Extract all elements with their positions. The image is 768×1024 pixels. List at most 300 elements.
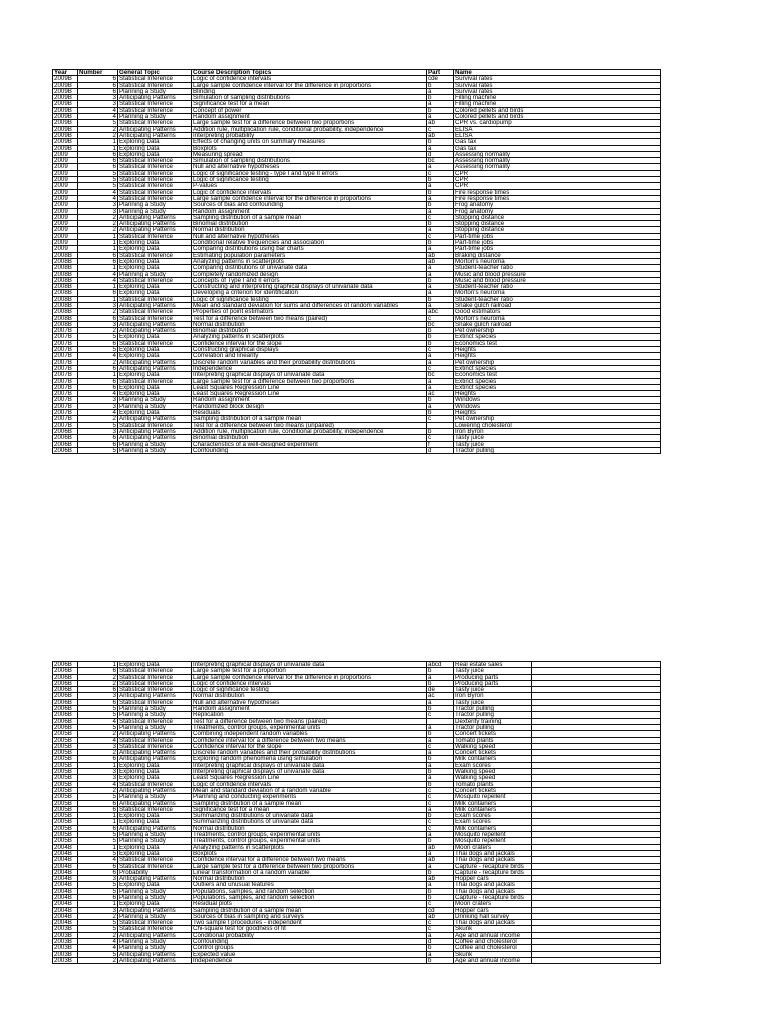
general-topic-cell: Exploring Data (118, 850, 192, 856)
part-cell: a (427, 806, 454, 812)
general-topic-cell: Anticipating Patterns (118, 756, 192, 762)
year-cell: 2006B (53, 447, 78, 453)
part-cell: b (427, 296, 454, 302)
course-topic-cell: Boxplots (192, 850, 427, 856)
name-cell: Music and blood pressure (454, 271, 661, 277)
part-cell: cde (427, 76, 454, 82)
course-topic-cell: Sampling distribution of a sample mean (192, 907, 427, 913)
name-cell: Morton's neuroma (454, 290, 661, 296)
number-cell: 6 (78, 756, 118, 762)
name-cell: Age and annual income (454, 932, 532, 938)
year-cell: 2009B (53, 126, 78, 132)
course-topic-cell: Null and alternative hypotheses (192, 699, 427, 705)
general-topic-cell: Anticipating Patterns (118, 731, 192, 737)
year-cell: 2005B (53, 787, 78, 793)
course-topic-cell: Measuring spread (192, 151, 427, 157)
course-topic-cell: Null and alternative hypotheses (192, 164, 427, 170)
general-topic-cell: Exploring Data (118, 347, 192, 353)
general-topic-cell: Exploring Data (118, 762, 192, 768)
part-cell: a (427, 164, 454, 170)
number-cell: 5 (78, 888, 118, 894)
year-cell: 2005B (53, 769, 78, 775)
general-topic-cell: Anticipating Patterns (118, 907, 192, 913)
general-topic-cell: Anticipating Patterns (118, 359, 192, 365)
name-cell: Pet ownership (454, 416, 661, 422)
column-header: Year (53, 70, 78, 76)
part-cell: a (427, 290, 454, 296)
general-topic-cell: Planning a Study (118, 894, 192, 900)
number-cell: 6 (78, 869, 118, 875)
name-cell: Pet ownership (454, 328, 661, 334)
year-cell: 2009 (53, 227, 78, 233)
year-cell: 2009 (53, 170, 78, 176)
name-cell: Mosquito repellent (454, 794, 532, 800)
name-cell: CPR vs. cardiopump (454, 120, 661, 126)
name-cell: Fire response times (454, 189, 661, 195)
number-cell: 5 (78, 712, 118, 718)
year-cell: 2006B (53, 668, 78, 674)
course-topic-cell: Outliers and unusual features (192, 882, 427, 888)
year-cell: 2007B (53, 353, 78, 359)
number-cell: 3 (78, 101, 118, 107)
number-cell: 1 (78, 819, 118, 825)
course-topic-cell: Discrete random variables and their probability distributions (192, 359, 427, 365)
year-cell: 2007B (53, 328, 78, 334)
number-cell: 1 (78, 246, 118, 252)
number-cell: 4 (78, 945, 118, 951)
general-topic-cell: Exploring Data (118, 240, 192, 246)
year-cell: 2005B (53, 731, 78, 737)
part-cell: b (427, 756, 454, 762)
course-topic-cell: Test for a difference between two means (unpaired) (192, 422, 427, 428)
course-topic-cell: Sources of bias in sampling and surveys (192, 913, 427, 919)
name-cell: CPR (454, 170, 661, 176)
general-topic-cell: Exploring Data (118, 353, 192, 359)
name-cell: Skunk (454, 926, 532, 932)
course-topic-cell: Discrete random variables and their probability distributions (192, 750, 427, 756)
year-cell: 2006B (53, 435, 78, 441)
general-topic-cell: Statistical Inference (118, 82, 192, 88)
year-cell: 2009B (53, 82, 78, 88)
name-cell: Tomato plants (454, 781, 532, 787)
bottom-data-table (52, 661, 661, 964)
number-cell: 1 (78, 372, 118, 378)
number-cell: 6 (78, 158, 118, 164)
number-cell: 5 (78, 724, 118, 730)
name-cell: Real estate sales (454, 662, 532, 668)
course-topic-cell: Properties of point estimators (192, 309, 427, 315)
name-cell: Concert tickets (454, 731, 532, 737)
general-topic-cell: Exploring Data (118, 391, 192, 397)
general-topic-cell: Planning a Study (118, 441, 192, 447)
number-cell: 6 (78, 687, 118, 693)
part-cell: c (427, 233, 454, 239)
general-topic-cell: Statistical Inference (118, 76, 192, 82)
course-topic-cell: Significance test for a mean (192, 806, 427, 812)
general-topic-cell: Planning a Study (118, 403, 192, 409)
general-topic-cell: Planning a Study (118, 945, 192, 951)
name-cell: Student-teacher ratio (454, 265, 661, 271)
name-cell: Extinct species (454, 365, 661, 371)
name-cell: Assessing normality (454, 158, 661, 164)
course-topic-cell: Mean and standard deviation for sums and differences of random variables (192, 302, 427, 308)
year-cell: 2007B (53, 403, 78, 409)
year-cell: 2006B (53, 674, 78, 680)
number-cell: 5 (78, 170, 118, 176)
name-cell: Concert tickets (454, 787, 532, 793)
name-cell: Heights (454, 347, 661, 353)
year-cell: 2003B (53, 957, 78, 963)
part-cell: a (427, 724, 454, 730)
general-topic-cell: Statistical Inference (118, 170, 192, 176)
general-topic-cell: Statistical Inference (118, 674, 192, 680)
number-cell: 2 (78, 126, 118, 132)
number-cell: 2 (78, 227, 118, 233)
part-cell: ac (427, 391, 454, 397)
column-header: Number (78, 70, 118, 76)
year-cell: 2009 (53, 177, 78, 183)
course-topic-cell: Residual plots (192, 901, 427, 907)
year-cell: 2008B (53, 252, 78, 258)
name-cell: Milk containers (454, 800, 532, 806)
name-cell: Age and annual income (454, 957, 532, 963)
year-cell: 2007B (53, 422, 78, 428)
name-cell: Dexterity training (454, 718, 532, 724)
year-cell: 2007B (53, 384, 78, 390)
year-cell: 2006B (53, 680, 78, 686)
general-topic-cell: Statistical Inference (118, 378, 192, 384)
general-topic-cell: Planning a Study (118, 114, 192, 120)
part-cell: bc (427, 158, 454, 164)
column-header: General Topic (118, 70, 192, 76)
part-cell: b (427, 177, 454, 183)
course-topic-cell: Normal distribution (192, 321, 427, 327)
part-cell: a (427, 832, 454, 838)
part-cell: b (427, 781, 454, 787)
year-cell: 2003B (53, 945, 78, 951)
number-cell: 3 (78, 769, 118, 775)
general-topic-cell: Statistical Inference (118, 183, 192, 189)
number-cell: 4 (78, 107, 118, 113)
general-topic-cell: Anticipating Patterns (118, 750, 192, 756)
course-topic-cell: Logic of confidence intervals (192, 781, 427, 787)
course-topic-cell: Logic of confidence intervals (192, 189, 427, 195)
empty-cell (532, 957, 661, 963)
name-cell: Frog anatomy (454, 208, 661, 214)
name-cell: Exam scores (454, 819, 532, 825)
part-cell: a (427, 378, 454, 384)
year-cell: 2003B (53, 951, 78, 957)
part-cell: a (427, 208, 454, 214)
year-cell: 2003B (53, 926, 78, 932)
year-cell: 2004B (53, 913, 78, 919)
part-cell: b (427, 668, 454, 674)
part-cell: a (427, 101, 454, 107)
name-cell: Windows (454, 397, 661, 403)
part-cell: b (427, 277, 454, 283)
course-topic-cell: Developing a criterion for identification (192, 290, 427, 296)
part-cell: ab (427, 258, 454, 264)
number-cell: 6 (78, 365, 118, 371)
name-cell: Skunk (454, 951, 532, 957)
general-topic-cell: Planning a Study (118, 706, 192, 712)
year-cell: 2005B (53, 737, 78, 743)
name-cell: Tasty juice (454, 435, 661, 441)
year-cell: 2008B (53, 321, 78, 327)
column-header: Course Description Topics (192, 70, 427, 76)
year-cell: 2007B (53, 378, 78, 384)
part-cell: c (427, 819, 454, 825)
name-cell: Heights (454, 353, 661, 359)
year-cell: 2009 (53, 214, 78, 220)
course-topic-cell: Least Squares Regression Line (192, 775, 427, 781)
number-cell: 6 (78, 800, 118, 806)
part-cell: a (427, 775, 454, 781)
course-topic-cell: Large sample test for a difference between two proportions (192, 378, 427, 384)
course-topic-cell: Treatments, control groups, experimental units (192, 838, 427, 844)
year-cell: 2006B (53, 718, 78, 724)
part-cell: a (427, 195, 454, 201)
column-header: Part (427, 70, 454, 76)
name-cell: Hopper cars (454, 907, 532, 913)
name-cell: Survival rates (454, 82, 661, 88)
part-cell: b (427, 397, 454, 403)
course-topic-cell: Test for a difference between two means (paired) (192, 718, 427, 724)
number-cell: 1 (78, 139, 118, 145)
year-cell: 2009B (53, 139, 78, 145)
number-cell: 6 (78, 378, 118, 384)
year-cell: 2005B (53, 838, 78, 844)
name-cell: Walking speed (454, 769, 532, 775)
course-topic-cell: Residuals (192, 410, 427, 416)
number-cell: 3 (78, 403, 118, 409)
general-topic-cell: Anticipating Patterns (118, 876, 192, 882)
year-cell: 2009 (53, 189, 78, 195)
number-cell: 2 (78, 132, 118, 138)
course-topic-cell: Effects of changing units on summary measures (192, 139, 427, 145)
course-topic-cell: Confidence interval for a difference between two means (192, 857, 427, 863)
part-cell: ac (427, 693, 454, 699)
table-row (53, 447, 661, 453)
course-topic-cell: Planning and conducting experiments (192, 794, 427, 800)
table-row (53, 957, 661, 963)
course-topic-cell: Significance test for a mean (192, 101, 427, 107)
general-topic-cell: Anticipating Patterns (118, 321, 192, 327)
general-topic-cell: Planning a Study (118, 832, 192, 838)
number-cell: 6 (78, 290, 118, 296)
general-topic-cell: Planning a Study (118, 913, 192, 919)
number-cell: 3 (78, 397, 118, 403)
number-cell: 1 (78, 813, 118, 819)
general-topic-cell: Anticipating Patterns (118, 221, 192, 227)
part-cell: ab (427, 913, 454, 919)
year-cell: 2004B (53, 882, 78, 888)
name-cell: Moon craters (454, 901, 532, 907)
name-cell: Hopper cars (454, 876, 532, 882)
part-cell: ab (427, 252, 454, 258)
general-topic-cell: Planning a Study (118, 712, 192, 718)
course-topic-cell: Random assignment (192, 208, 427, 214)
part-cell: c (427, 416, 454, 422)
general-topic-cell: Statistical Inference (118, 120, 192, 126)
year-cell: 2006B (53, 428, 78, 434)
number-cell: 6 (78, 252, 118, 258)
general-topic-cell: Exploring Data (118, 246, 192, 252)
general-topic-cell: Statistical Inference (118, 737, 192, 743)
general-topic-cell: Statistical Inference (118, 668, 192, 674)
part-cell: d (427, 939, 454, 945)
name-cell: Extinct species (454, 334, 661, 340)
number-cell: 5 (78, 794, 118, 800)
course-topic-cell: Boxplots (192, 145, 427, 151)
number-cell: 6 (78, 863, 118, 869)
part-cell: a (427, 246, 454, 252)
part-cell: b (427, 957, 454, 963)
number-cell: 3 (78, 202, 118, 208)
number-cell: 6 (78, 315, 118, 321)
name-cell: Exam scores (454, 813, 532, 819)
course-topic-cell: Test for a difference between two means (paired) (192, 315, 427, 321)
year-cell: 2009 (53, 202, 78, 208)
course-topic-cell: Populations, samples, and random selection (192, 888, 427, 894)
name-cell: Morton's neuroma (454, 315, 661, 321)
course-topic-cell: Interpreting probability (192, 132, 427, 138)
part-cell: ab (427, 120, 454, 126)
course-topic-cell: Randomized block design (192, 403, 427, 409)
general-topic-cell: Planning a Study (118, 202, 192, 208)
part-cell: a (427, 271, 454, 277)
year-cell: 2008B (53, 296, 78, 302)
number-cell: 1 (78, 284, 118, 290)
year-cell: 2005B (53, 794, 78, 800)
course-topic-cell: Confounding (192, 447, 427, 453)
number-cell: 3 (78, 302, 118, 308)
part-cell: c (427, 825, 454, 831)
name-cell: Iron Byron (454, 693, 532, 699)
name-cell: Thai dogs and jackals (454, 850, 532, 856)
general-topic-cell: Exploring Data (118, 151, 192, 157)
year-cell: 2006B (53, 693, 78, 699)
general-topic-cell: Exploring Data (118, 145, 192, 151)
name-cell: Tractor pulling (454, 447, 661, 453)
part-cell: a (427, 674, 454, 680)
general-topic-cell: Statistical Inference (118, 718, 192, 724)
part-cell: a (427, 227, 454, 233)
course-topic-cell: Correlation and linearity (192, 353, 427, 359)
general-topic-cell: Anticipating Patterns (118, 957, 192, 963)
general-topic-cell: Statistical Inference (118, 101, 192, 107)
number-cell: 5 (78, 951, 118, 957)
number-cell: 4 (78, 781, 118, 787)
number-cell: 4 (78, 391, 118, 397)
part-cell: a (427, 359, 454, 365)
number-cell: 1 (78, 844, 118, 850)
part-cell: a (427, 699, 454, 705)
number-cell: 1 (78, 233, 118, 239)
name-cell: Concert tickets (454, 750, 532, 756)
year-cell: 2007B (53, 347, 78, 353)
general-topic-cell: Statistical Inference (118, 340, 192, 346)
name-cell: Heights (454, 410, 661, 416)
year-cell: 2004B (53, 844, 78, 850)
year-cell: 2008B (53, 265, 78, 271)
course-topic-cell: Least Squares Regression Line (192, 384, 427, 390)
part-cell: a (427, 145, 454, 151)
part-cell: b (427, 95, 454, 101)
name-cell: Survival rates (454, 88, 661, 94)
number-cell: 3 (78, 743, 118, 749)
name-cell: Stopping distance (454, 214, 661, 220)
general-topic-cell: Planning a Study (118, 208, 192, 214)
number-cell: 3 (78, 321, 118, 327)
part-cell: c (427, 712, 454, 718)
year-cell: 2008B (53, 309, 78, 315)
number-cell: 2 (78, 416, 118, 422)
year-cell: 2008B (53, 290, 78, 296)
name-cell: Fire response times (454, 195, 661, 201)
course-topic-cell: Independence (192, 365, 427, 371)
course-topic-cell: Binomial distribution (192, 435, 427, 441)
general-topic-cell: Exploring Data (118, 284, 192, 290)
course-topic-cell: Constructing graphical displays (192, 347, 427, 353)
name-cell: Walking speed (454, 775, 532, 781)
number-cell: 3 (78, 876, 118, 882)
name-cell: Braking distance (454, 252, 661, 258)
part-cell: b (427, 202, 454, 208)
year-cell: 2009 (53, 195, 78, 201)
part-cell: a (427, 302, 454, 308)
name-cell: Gas tax (454, 139, 661, 145)
number-cell: 2 (78, 787, 118, 793)
general-topic-cell: Statistical Inference (118, 863, 192, 869)
number-cell: 6 (78, 151, 118, 157)
number-cell: 5 (78, 882, 118, 888)
part-cell: c (427, 365, 454, 371)
name-cell: Extinct species (454, 384, 661, 390)
name-cell: Capture - recapture birds (454, 863, 532, 869)
general-topic-cell: Exploring Data (118, 384, 192, 390)
general-topic-cell: Anticipating Patterns (118, 227, 192, 233)
course-topic-cell: Linear transformation of a random variable (192, 869, 427, 875)
part-cell: a (427, 863, 454, 869)
course-topic-cell: Concept of power (192, 107, 427, 113)
number-cell: 1 (78, 240, 118, 246)
course-topic-cell: Independence (192, 957, 427, 963)
year-cell: 2009B (53, 95, 78, 101)
number-cell: 5 (78, 334, 118, 340)
part-cell: b (427, 340, 454, 346)
number-cell: 5 (78, 832, 118, 838)
name-cell: Exam scores (454, 762, 532, 768)
year-cell: 2005B (53, 750, 78, 756)
number-cell: 4 (78, 718, 118, 724)
part-cell: c (427, 170, 454, 176)
number-cell: 5 (78, 447, 118, 453)
course-topic-cell: Null and alternative hypotheses (192, 233, 427, 239)
name-cell: Tasty juice (454, 441, 661, 447)
general-topic-cell: Statistical Inference (118, 920, 192, 926)
year-cell: 2004B (53, 888, 78, 894)
number-cell: 3 (78, 428, 118, 434)
name-cell: Tractor pulling (454, 712, 532, 718)
course-topic-cell: Comparing distributions of univariate data (192, 265, 427, 271)
year-cell: 2005B (53, 800, 78, 806)
year-cell: 2008B (53, 258, 78, 264)
name-cell: Student-teacher ratio (454, 296, 661, 302)
general-topic-cell: Exploring Data (118, 290, 192, 296)
name-cell: Frog anatomy (454, 202, 661, 208)
course-topic-cell: Sources of bias and confounding (192, 202, 427, 208)
